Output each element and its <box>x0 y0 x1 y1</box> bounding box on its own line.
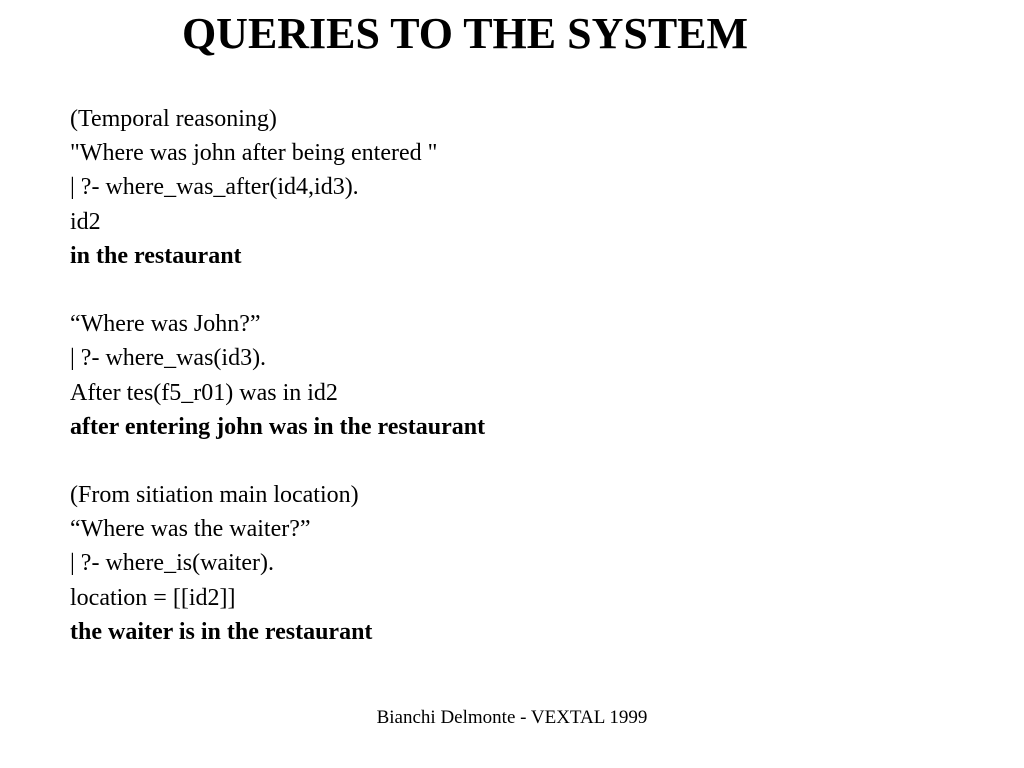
generated-answer: the waiter is in the restaurant <box>70 618 373 645</box>
section-temporal-reasoning <box>70 102 970 273</box>
system-output: id2 <box>70 208 101 235</box>
system-output: location = [[id2]] <box>70 584 236 611</box>
section-heading: (Temporal reasoning) <box>70 106 277 132</box>
natural-language-question: "Where was john after being entered " <box>70 140 438 167</box>
generated-answer: in the restaurant <box>70 242 242 269</box>
natural-language-question: “Where was the waiter?” <box>70 516 311 543</box>
natural-language-question: “Where was John?” <box>70 311 261 338</box>
section-spacer <box>70 444 970 478</box>
slide-footer: Bianchi Delmonte - VEXTAL 1999 <box>376 707 648 728</box>
section-where-was-john <box>70 307 970 444</box>
prolog-query: | ?- where_was_after(id4,id3). <box>70 174 359 201</box>
prolog-query: | ?- where_is(waiter). <box>70 550 275 577</box>
slide-body <box>70 102 970 649</box>
section-spacer <box>70 273 970 307</box>
section-heading: (From sitiation main location) <box>70 482 359 509</box>
prolog-query: | ?- where_was(id3). <box>70 345 267 372</box>
slide-title: QUERIES TO THE SYSTEM <box>181 9 749 58</box>
system-output: After tes(f5_r01) was in id2 <box>70 379 338 406</box>
generated-answer: after entering john was in the restaurant <box>70 413 486 440</box>
section-main-location <box>70 478 970 649</box>
